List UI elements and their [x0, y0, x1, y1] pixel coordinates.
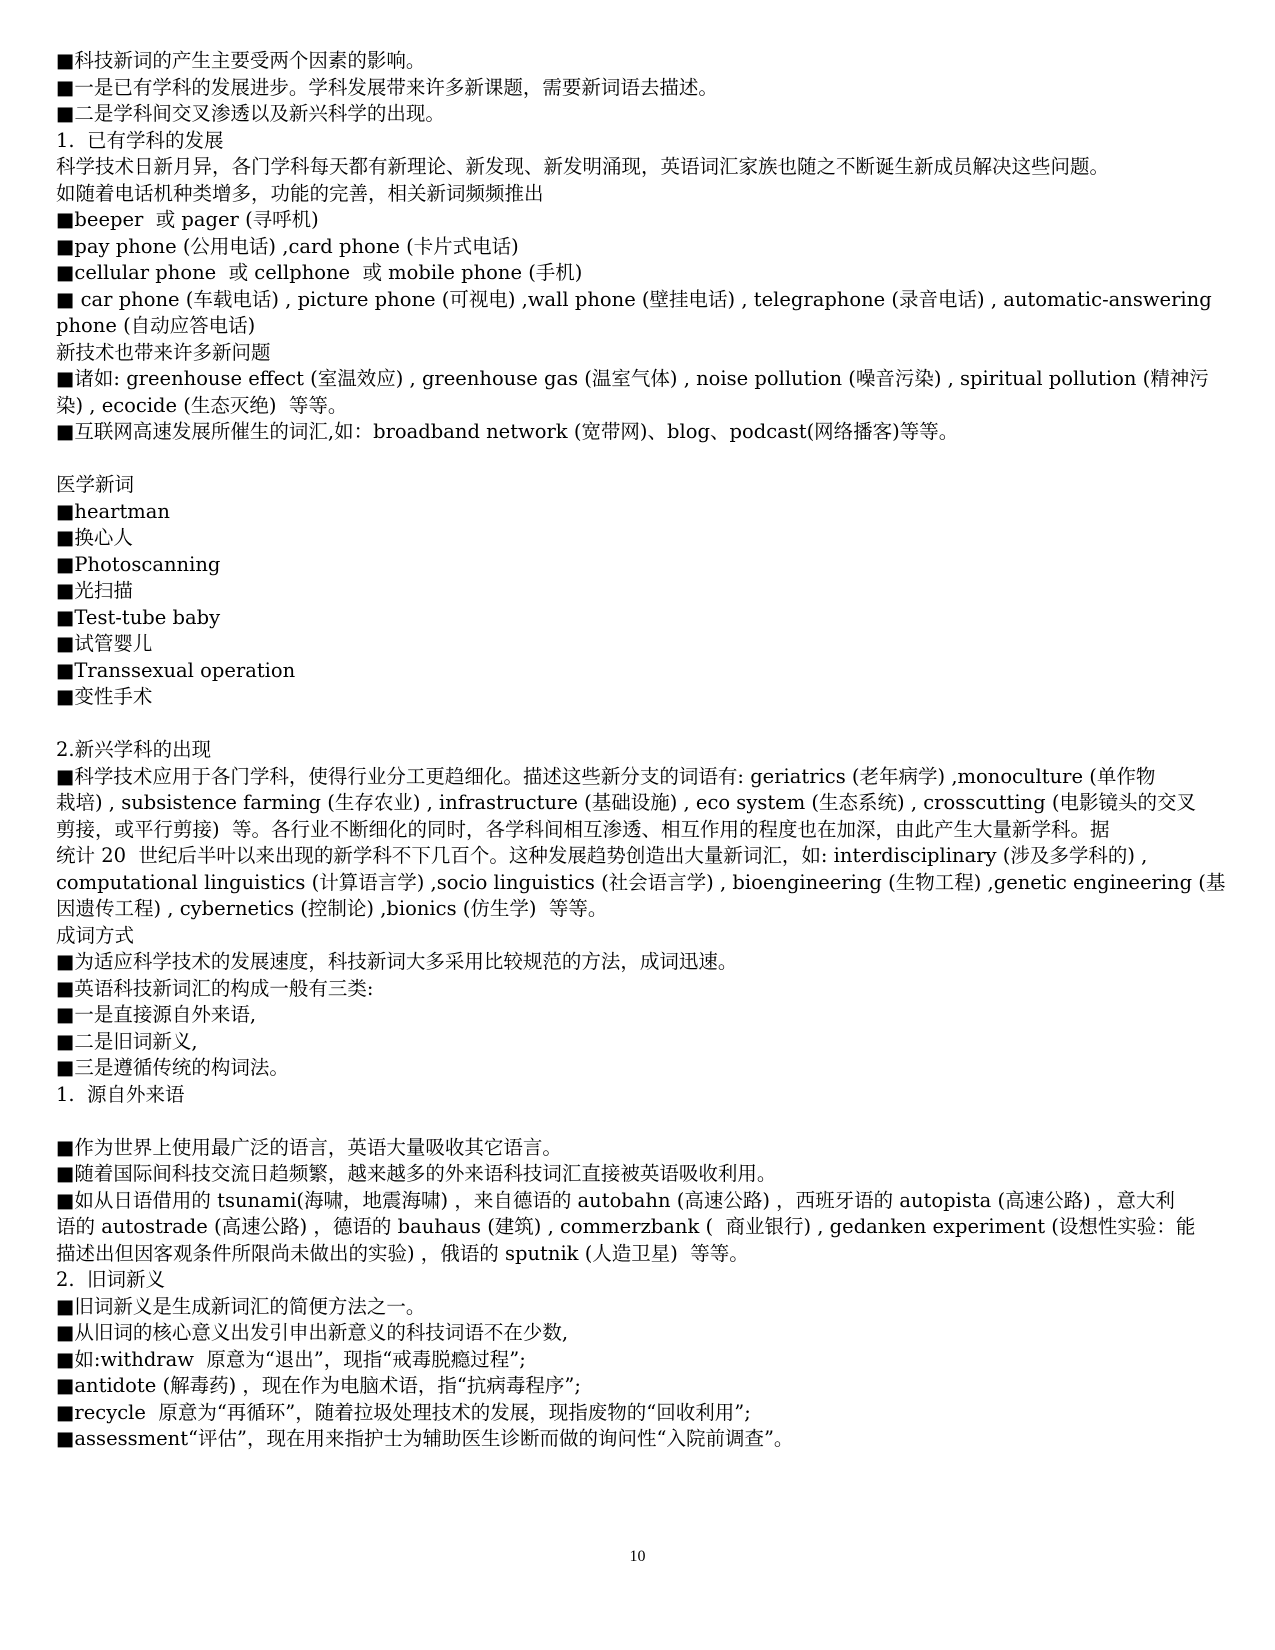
text-line: ■如:withdraw 原意为“退出”，现指“戒毒脱瘾过程”;	[56, 1347, 526, 1371]
text-line: 染) , ecocide (生态灭绝) 等等。	[56, 393, 348, 417]
text-line: ■诸如: greenhouse effect (室温效应) , greenhouse gas (温室气体) , noise pollution (噪音污染) , spiritual pollution (精神污	[56, 367, 1209, 390]
text-line: ■光扫描	[56, 579, 133, 602]
text-line: 统计 20 世纪后半叶以来出现的新学科不下几百个。这种发展趋势创造出大量新词汇，如: interdisciplinary (涉及多学科的) ,	[56, 844, 1148, 867]
text-line: 医学新词	[56, 473, 135, 496]
text-line: ■recycle 原意为“再循环”，随着拉圾处理技术的发展，现指废物的“回收利用”;	[56, 1400, 751, 1424]
text-line: ■pay phone (公用电话) ,card phone (卡片式电话)	[56, 234, 519, 258]
text-line: ■一是已有学科的发展进步。学科发展带来许多新课题，需要新词语去描述。	[56, 75, 718, 99]
text-line: ■cellular phone 或 cellphone 或 mobile phone (手机)	[56, 261, 583, 284]
text-line: ■试管婴儿	[56, 632, 153, 655]
text-line: 因遗传工程) , cybernetics (控制论) ,bionics (仿生学) 等等。	[56, 897, 608, 920]
text-line: ■Transsexual operation	[56, 658, 296, 682]
text-line: ■assessment“评估”，现在用来指护士为辅助医生诊断而做的询问性“入院前调查”。	[56, 1427, 794, 1450]
text-line: ■作为世界上使用最广泛的语言，英语大量吸收其它语言。	[56, 1135, 562, 1159]
document-body	[56, 48, 1228, 1453]
text-line: ■二是旧词新义,	[56, 1029, 198, 1053]
text-line: ■heartman	[56, 499, 170, 523]
text-line: ■为适应科学技术的发展速度，科技新词大多采用比较规范的方法，成词迅速。	[56, 950, 738, 973]
text-line: ■三是遵循传统的构词法。	[56, 1056, 289, 1079]
text-line: ■如从日语借用的 tsunami(海啸，地震海啸) ，来自德语的 autobahn (高速公路) ，西班牙语的 autopista (高速公路) ，意大利	[56, 1188, 1175, 1212]
text-line: ■二是学科间交叉渗透以及新兴科学的出现。	[56, 102, 445, 125]
text-line: phone (自动应答电话)	[56, 314, 256, 337]
blank-line	[56, 1108, 1228, 1135]
text-line: ■科技新词的产生主要受两个因素的影响。	[56, 49, 426, 72]
text-line: 2.新兴学科的出现	[56, 738, 212, 761]
text-line: ■一是直接源自外来语,	[56, 1003, 257, 1026]
text-line: 栽培) , subsistence farming (生存农业) , infrastructure (基础设施) , eco system (生态系统) , crosscutting (电影镜头的交叉	[56, 791, 1196, 814]
page-number: 10	[629, 1548, 646, 1565]
blank-line	[56, 711, 1228, 738]
text-line: ■beeper 或 pager (寻呼机)	[56, 208, 319, 231]
text-line: ■科学技术应用于各门学科，使得行业分工更趋细化。描述这些新分支的词语有: geriatrics (老年病学) ,monoculture (单作物	[56, 764, 1156, 788]
text-line: 描述出但因客观条件所限尚未做出的实验) ，俄语的 sputnik (人造卫星) 等等。	[56, 1241, 749, 1265]
text-line: 成词方式	[56, 923, 135, 947]
text-line: ■变性手术	[56, 685, 153, 708]
text-line: 剪接，或平行剪接) 等。各行业不断细化的同时，各学科间相互渗透、相互作用的程度也在加深，由此产生大量新学科。据	[56, 817, 1110, 841]
text-line: ■随着国际间科技交流日趋频繁，越来越多的外来语科技词汇直接被英语吸收利用。	[56, 1162, 777, 1185]
text-line: ■换心人	[56, 526, 133, 549]
text-line: 1. 源自外来语	[56, 1082, 185, 1106]
text-line: 1. 已有学科的发展	[56, 128, 224, 152]
text-line: 2. 旧词新义	[56, 1268, 166, 1291]
text-line: ■互联网高速发展所催生的词汇,如：broadband network (宽带网)、blog、podcast(网络播客)等等。	[56, 420, 959, 443]
text-line: ■ car phone (车载电话) , picture phone (可视电) ,wall phone (壁挂电话) , telegraphone (录音电话) , automatic-answering	[56, 287, 1212, 311]
blank-line	[56, 446, 1228, 473]
text-line: ■antidote (解毒药) ，现在作为电脑术语，指“抗病毒程序”;	[56, 1374, 581, 1397]
text-line: 如随着电话机种类增多，功能的完善，相关新词频频推出	[56, 181, 544, 205]
text-line: ■Test-tube baby	[56, 605, 221, 629]
text-line: 语的 autostrade (高速公路) ，德语的 bauhaus (建筑) , commerzbank ( 商业银行) , gedanken experiment (设想性实验：能	[56, 1215, 1196, 1238]
text-line: ■从旧词的核心意义出发引申出新意义的科技词语不在少数,	[56, 1321, 569, 1344]
text-line: computational linguistics (计算语言学) ,socio linguistics (社会语言学) , bioengineering (生物工程) ,genetic engineering (基	[56, 870, 1226, 894]
text-line: ■英语科技新词汇的构成一般有三类:	[56, 976, 374, 1000]
text-line: ■旧词新义是生成新词汇的简便方法之一。	[56, 1294, 426, 1318]
text-line: 科学技术日新月异，各门学科每天都有新理论、新发现、新发明涌现，英语词汇家族也随之不断诞生新成员解决这些问题。	[56, 155, 1110, 178]
text-line: 新技术也带来许多新问题	[56, 340, 271, 364]
text-line: ■Photoscanning	[56, 552, 221, 576]
